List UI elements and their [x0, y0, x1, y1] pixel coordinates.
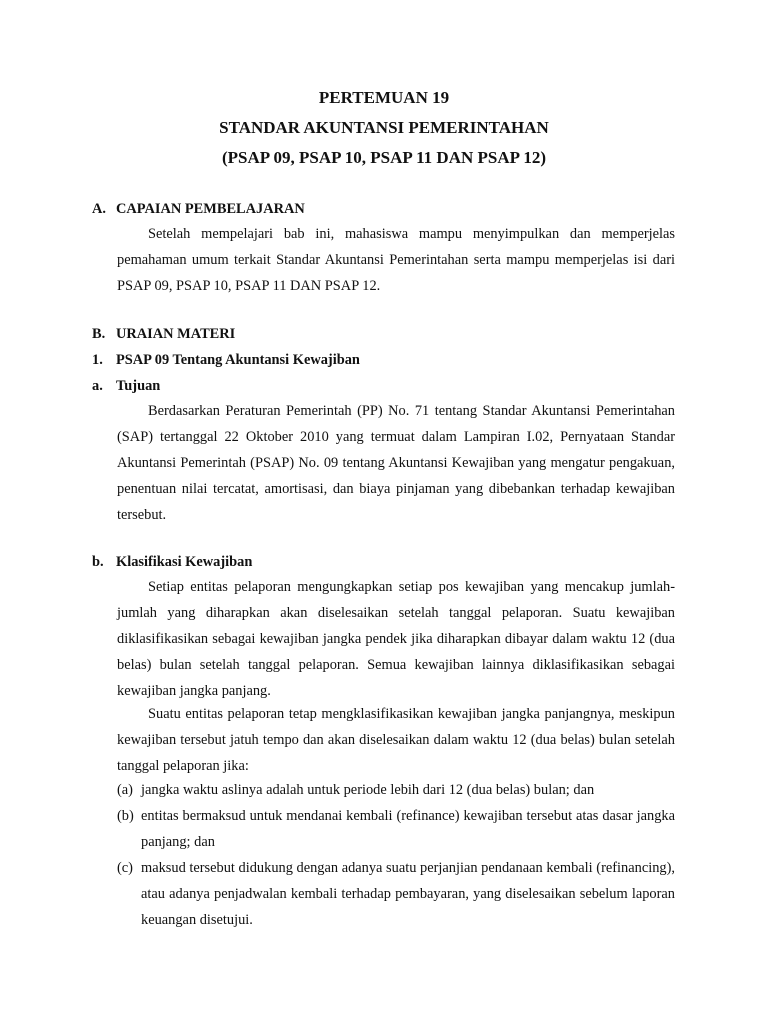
list-item-label: (a): [117, 782, 133, 798]
section-b-label: B.: [92, 326, 106, 342]
page-title-line-3: (PSAP 09, PSAP 10, PSAP 11 DAN PSAP 12): [222, 148, 546, 167]
section-b-heading: [92, 325, 235, 343]
page-title-line-1: PERTEMUAN 19: [318, 88, 450, 107]
sub-b-paragraph-2: Suatu entitas pelaporan tetap mengklasifikasikan kewajiban jangka panjangnya, meskipun kewajiban tersebut jatuh tempo dan akan diselesaikan dalam waktu 12 (dua belas) bulan setelah tanggal pelaporan jika:: [117, 706, 675, 774]
list-item-text: entitas bermaksud untuk mendanai kembali (refinance) kewajiban tersebut atas dasar jangka panjang; dan: [141, 808, 675, 850]
item-1-title: PSAP 09 Tentang Akuntansi Kewajiban: [116, 352, 360, 368]
sub-a-heading: [92, 377, 160, 395]
sub-b-label: b.: [92, 554, 104, 570]
sub-a-label: a.: [92, 378, 103, 394]
sub-b-paragraph-1: Setiap entitas pelaporan mengungkapkan setiap pos kewajiban yang mencakup jumlah-jumlah yang diharapkan akan diselesaikan setelah tanggal pelaporan. Suatu kewajiban diklasifikasikan sebagai kewajiban jangka pendek jika diharapkan dibayar dalam waktu 12 (dua belas) bulan setelah tanggal pelaporan. Semua kewajiban lainnya diklasifikasikan sebagai kewajiban jangka panjang.: [117, 579, 675, 699]
list-item-text: jangka waktu aslinya adalah untuk periode lebih dari 12 (dua belas) bulan; dan: [141, 782, 595, 798]
section-b-title: URAIAN MATERI: [116, 326, 236, 342]
section-a-paragraph: Setelah mempelajari bab ini, mahasiswa mampu menyimpulkan dan memperjelas pemahaman umum terkait Standar Akuntansi Pemerintahan serta mampu memperjelas isi dari PSAP 09, PSAP 10, PSAP 11 DAN PSAP 12.: [117, 226, 675, 294]
sub-a-title: Tujuan: [116, 378, 161, 394]
list-item: [117, 803, 675, 855]
item-1-heading: [92, 351, 360, 369]
list-item-label: (c): [117, 860, 133, 876]
sub-b-title: Klasifikasi Kewajiban: [116, 554, 253, 570]
list-item-label: (b): [117, 808, 134, 824]
section-a-heading: [92, 200, 305, 218]
sub-b-heading: [92, 553, 252, 571]
sub-a-paragraph: Berdasarkan Peraturan Pemerintah (PP) No. 71 tentang Standar Akuntansi Pemerintahan (SAP) tertanggal 22 Oktober 2010 yang termuat dalam Lampiran I.02, Pernyataan Standar Akuntansi Pemerintah (PSAP) No. 09 tentang Akuntansi Kewajiban yang mengatur pengakuan, penentuan nilai tercatat, amortisasi, dan biaya pinjaman yang dibebankan terhadap kewajiban tersebut.: [117, 403, 675, 523]
section-a-label: A.: [92, 201, 106, 217]
section-a-title: CAPAIAN PEMBELAJARAN: [116, 201, 305, 217]
list-item: [117, 777, 675, 803]
item-1-label: 1.: [92, 352, 103, 368]
list-item-text: maksud tersebut didukung dengan adanya suatu perjanjian pendanaan kembali (refinancing), atau adanya penjadwalan kembali terhadap pembayaran, yang diselesaikan sebelum laporan keuangan disetujui.: [141, 860, 675, 928]
list-item: [117, 855, 675, 933]
page-title-line-2: STANDAR AKUNTANSI PEMERINTAHAN: [219, 118, 549, 137]
